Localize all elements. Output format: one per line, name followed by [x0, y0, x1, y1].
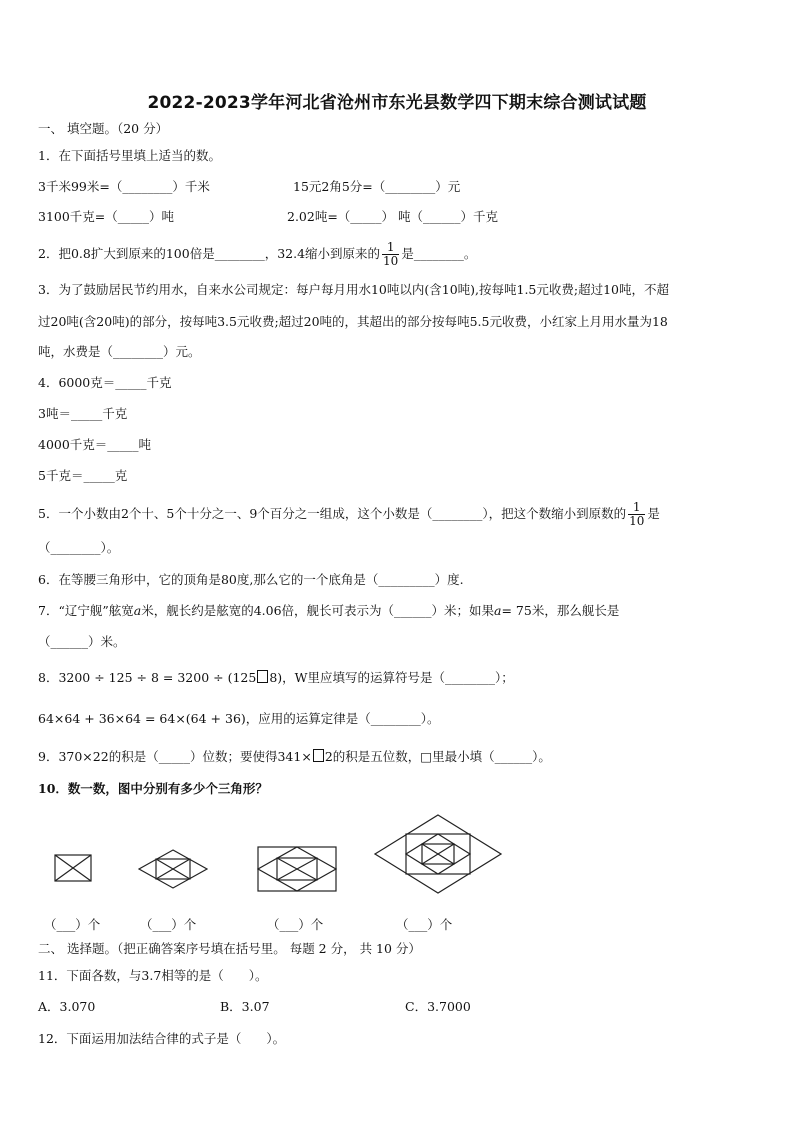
q2-text-post: 是________。	[401, 246, 477, 261]
q5-line-2: （________）。	[38, 540, 120, 555]
q7-equation: = 75	[501, 603, 532, 618]
q9-expression-2b: 2	[324, 749, 333, 764]
q1-item-d: 2.02吨=（_____） 吨（______）千克	[287, 209, 499, 224]
q8-line-2	[38, 710, 440, 728]
q10-caption-2: （___）个	[140, 917, 197, 932]
q8-text-mid: ，W里应填写的运算符号是（________）；	[282, 670, 514, 685]
q11-option-c: C．3.7000	[405, 999, 471, 1014]
q3-line-3: 吨，水费是（________）元。	[38, 344, 201, 359]
q7-line-2: （______）米。	[38, 634, 126, 649]
q2	[38, 236, 476, 272]
q10-caption-4: （___）个	[396, 917, 453, 932]
q5-text-post: 是	[647, 506, 660, 521]
q2-fraction	[382, 241, 399, 268]
q4-item-a: 4．6000克＝_____千克	[38, 375, 172, 390]
q5-line-1	[38, 496, 660, 532]
q9-number: 9．	[38, 749, 59, 764]
q11-stem: 11．下面各数，与3.7相等的是（ ）。	[38, 968, 268, 983]
q10-caption-1: （___）个	[44, 917, 101, 932]
q8-number: 8．	[38, 670, 59, 685]
q11-option-b: B．3.07	[220, 999, 270, 1014]
section-1-heading: 一、 填空题。（20 分）	[38, 121, 169, 136]
q1-stem: 1．在下面括号里填上适当的数。	[38, 148, 221, 163]
q11-option-a: A．3.070	[38, 999, 96, 1014]
q2-text-pre: 2．把0.8扩大到原来的100倍是________，32.4缩小到原来的	[38, 246, 381, 261]
q7-text-post: 米，那么舰长是	[531, 603, 620, 618]
q9-expression-1: 370×22	[58, 749, 109, 764]
q8-text-post2: ，应用的运算定律是（________）。	[245, 711, 440, 726]
q9-text-mid: 的积是（_____）位数；要使得	[108, 749, 278, 764]
q7-variable-a-2: a	[494, 603, 502, 618]
q5-fraction	[628, 501, 645, 528]
q10-figure-3	[257, 846, 337, 892]
q6: 6．在等腰三角形中，它的顶角是80度,那么它的一个底角是（_________）度.	[38, 572, 464, 587]
q3-line-2: 过20吨(含20吨)的部分，按每吨3.5元收费;超过20吨的，其超出的部分按每吨5.5元收费，小红家上月用水量为18	[38, 314, 668, 329]
q3-line-1: 3．为了鼓励居民节约用水，自来水公司规定：每户每月用水10吨以内(含10吨),按每吨1.5元收费;超过10吨，不超	[38, 282, 669, 297]
q10-figure-4	[374, 814, 502, 894]
q1-item-a: 3千米99米=（________）千米	[38, 179, 210, 194]
q7-text-mid: 米，舰长约是舷宽的4.06倍，舰长可表示为（______）米；如果	[141, 603, 495, 618]
q4-item-b: 3吨＝_____千克	[38, 406, 128, 421]
q8-expression-1a: 3200 ÷ 125 ÷ 8 = 3200 ÷ (125	[58, 670, 257, 685]
q8-expression-2: 64×64 + 36×64 = 64×(64 + 36)	[38, 711, 246, 726]
q12-stem: 12．下面运用加法结合律的式子是（ ）。	[38, 1031, 286, 1046]
q9-expression-2a: 341×	[277, 749, 312, 764]
q9-text-post: 的积是五位数，□里最小填（______）。	[332, 749, 551, 764]
q9	[38, 748, 551, 766]
q4-item-c: 4000千克＝_____吨	[38, 437, 152, 452]
q7-text-pre: 7．“辽宁舰”舷宽	[38, 603, 134, 618]
q5-fraction-den: 10	[629, 514, 645, 528]
q2-fraction-den: 10	[383, 254, 399, 268]
q1-item-b: 15元2角5分=（________）元	[293, 179, 461, 194]
q10-figure-1	[54, 854, 92, 882]
q2-fraction-num: 1	[382, 241, 399, 255]
page-title: 2022-2023学年河北省沧州市东光县数学四下期末综合测试试题	[147, 93, 647, 113]
q10-caption-3: （___）个	[267, 917, 324, 932]
section-2-heading: 二、 选择题。（把正确答案序号填在括号里。 每题 2 分， 共 10 分）	[38, 941, 421, 956]
q7-line-1	[38, 602, 619, 620]
q8-expression-1b: 8)	[269, 670, 283, 685]
q9-blank-box	[313, 749, 324, 762]
q10-stem: 10．数一数，图中分别有多少个三角形？	[38, 781, 268, 796]
q4-item-d: 5千克＝_____克	[38, 468, 128, 483]
q5-text-pre: 5．一个小数由2个十、5个十分之一、9个百分之一组成，这个小数是（________），把这个数缩小到原数的	[38, 506, 627, 521]
q8-blank-box	[257, 670, 268, 683]
q8-line-1	[38, 669, 514, 687]
q7-variable-a: a	[133, 603, 142, 618]
q10-figure-2	[138, 849, 208, 889]
q1-item-c: 3100千克=（_____）吨	[38, 209, 175, 224]
q5-fraction-num: 1	[628, 501, 645, 515]
